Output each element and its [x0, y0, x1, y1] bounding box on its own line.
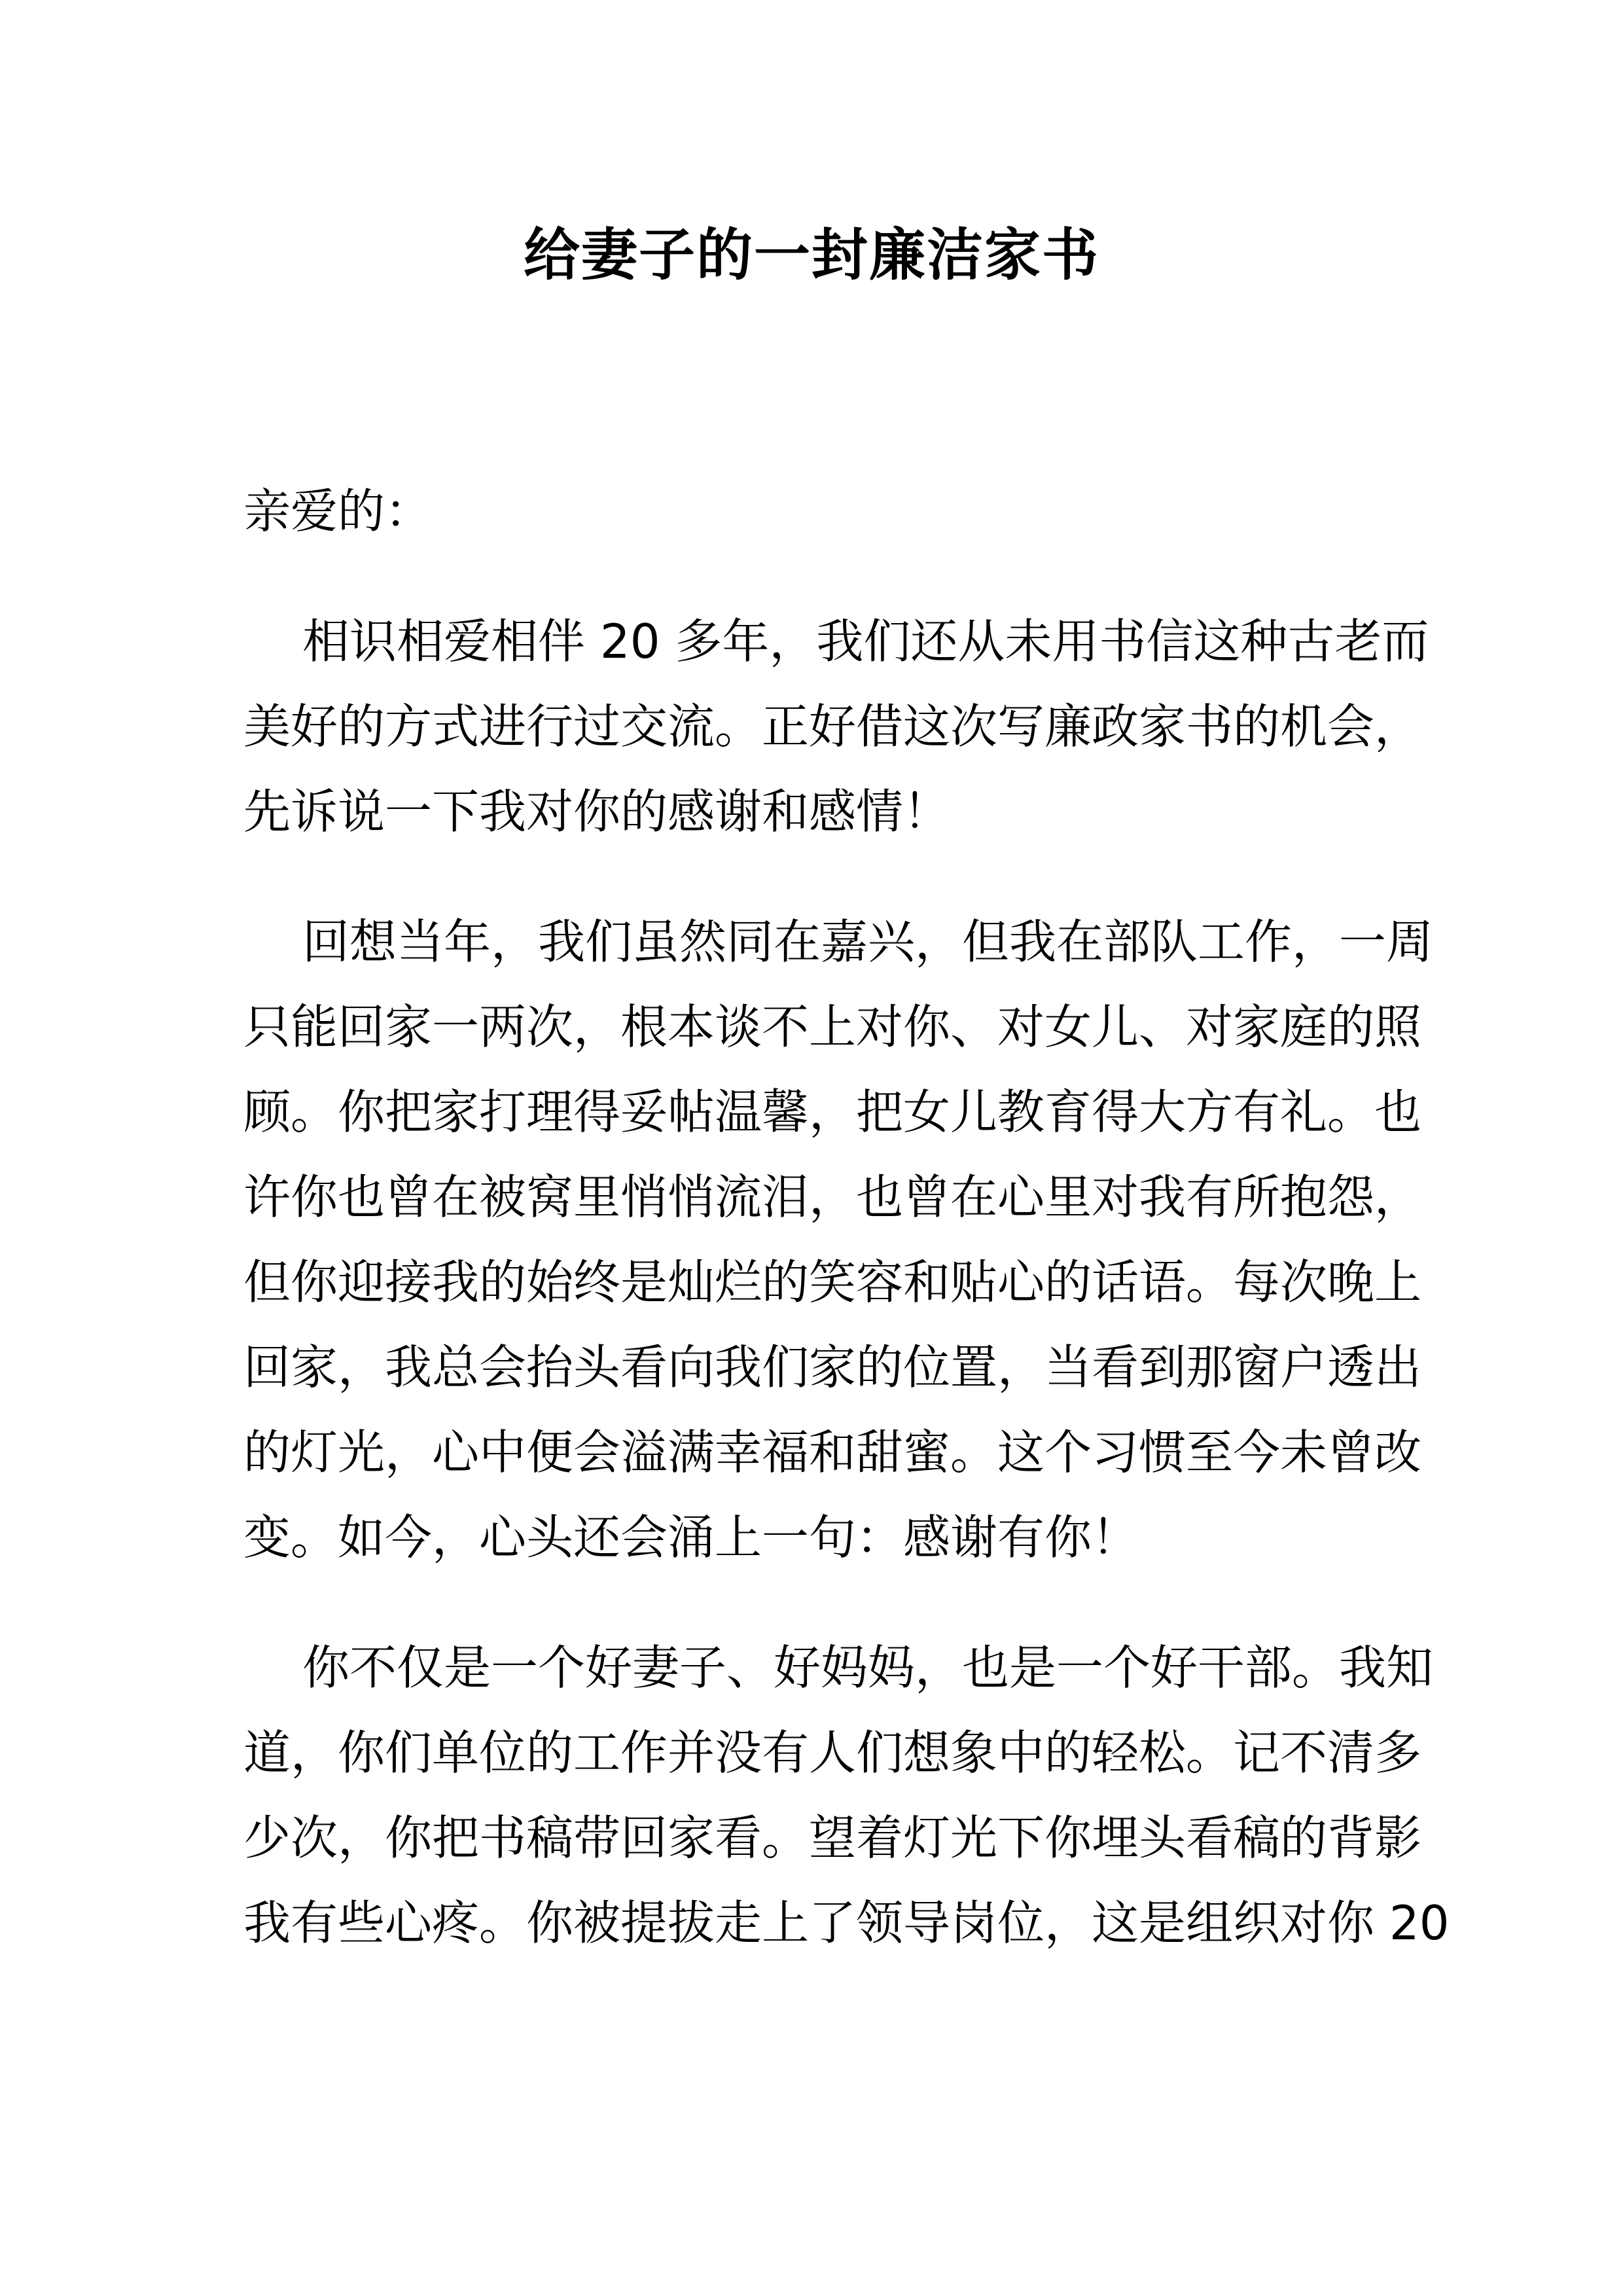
paragraph-line: 相识相爱相伴 20 多年，我们还从未用书信这种古老而: [302, 614, 1429, 669]
salutation: 亲爱的：: [243, 484, 433, 539]
paragraph-3: [243, 1625, 1450, 1965]
paragraph-line: 道，你们单位的工作并没有人们想象中的轻松。记不清多: [243, 1725, 1422, 1780]
paragraph-line: 但你迎接我的始终是灿烂的笑容和贴心的话语。每次晚上: [243, 1255, 1422, 1310]
paragraph-line: 的灯光，心中便会溢满幸福和甜蜜。这个习惯至今未曾改: [243, 1425, 1422, 1480]
paragraph-1: [243, 599, 1429, 854]
paragraph-line: 少次，你把书稿带回家看。望着灯光下你埋头看稿的背影: [243, 1810, 1422, 1865]
paragraph-line: 许你也曾在被窝里悄悄流泪，也曾在心里对我有所抱怨，: [243, 1170, 1422, 1225]
paragraph-line: 只能回家一两次，根本谈不上对你、对女儿、对家庭的照: [243, 999, 1422, 1054]
letter-body: [243, 469, 1450, 2011]
paragraph-line: 回家，我总会抬头看向我们家的位置，当看到那窗户透出: [243, 1340, 1422, 1395]
paragraph-line: 回想当年，我们虽然同在嘉兴，但我在部队工作，一周: [302, 914, 1434, 969]
paragraph-line: 先诉说一下我对你的感谢和感情！: [243, 784, 951, 839]
paragraph-line: 你不仅是一个好妻子、好妈妈，也是一个好干部。我知: [302, 1640, 1434, 1695]
paragraph-line: 我有些心疼。你被提拔走上了领导岗位，这是组织对你 20: [243, 1895, 1450, 1950]
paragraph-line: 美好的方式进行过交流。正好借这次写廉政家书的机会，: [243, 699, 1422, 754]
paragraph-2: [243, 899, 1434, 1580]
paragraph-line: 变。如今，心头还会涌上一句：感谢有你！: [243, 1510, 1139, 1565]
paragraph-line: 顾。你把家打理得妥帖温馨，把女儿教育得大方有礼。也: [243, 1085, 1422, 1139]
document-title: 给妻子的一封廉洁家书: [524, 223, 1099, 288]
